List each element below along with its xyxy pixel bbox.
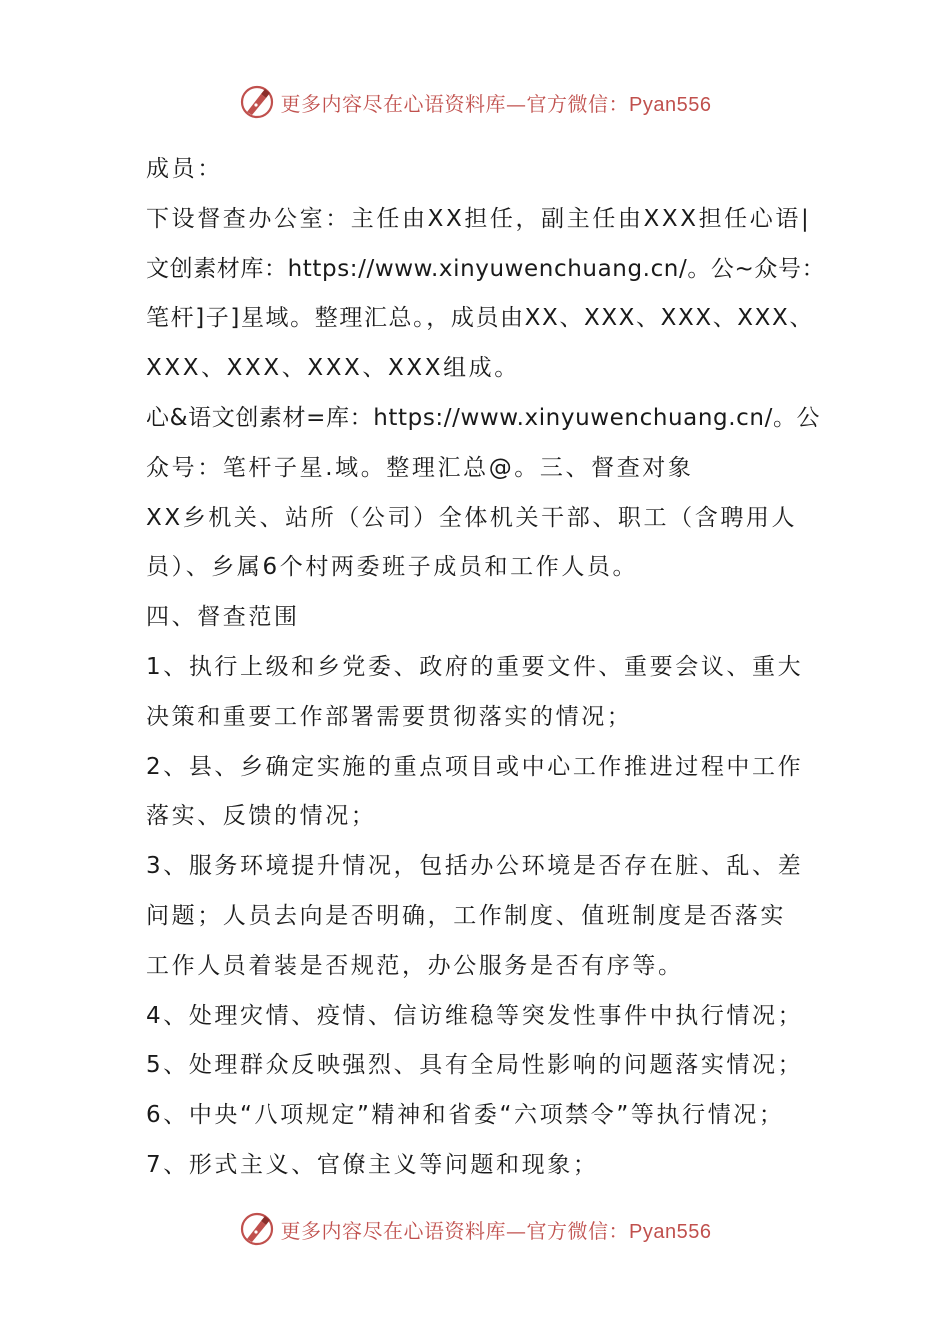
body-line-13: 2、县、乡确定实施的重点项目或中心工作推进过程中工作 — [146, 753, 804, 780]
body-line-8: XX乡机关、站所（公司）全体机关干部、职工（含聘用人 — [146, 504, 798, 531]
document-body — [146, 145, 826, 1191]
pen-nib-logo-icon — [239, 84, 275, 120]
body-line-18: 4、处理灾情、疫情、信访维稳等突发性事件中执行情况； — [146, 1002, 804, 1029]
body-line-7: 众号：笔杆子星.域。整理汇总@。三、督查对象 — [146, 454, 694, 481]
footer-banner-text: 更多内容尽在心语资料库—官方微信：Pyan556 — [280, 1218, 712, 1243]
body-line-9: 员）、乡属6个村两委班子成员和工作人员。 — [146, 554, 639, 581]
body-line-6: 心&语文创素材=库：https://www.xinyuwenchuang.cn/。公 — [146, 404, 821, 431]
header-wechat-id: Pyan556 — [629, 93, 712, 116]
body-line-12: 决策和重要工作部署需要贯彻落实的情况； — [146, 703, 633, 730]
header-banner-text: 更多内容尽在心语资料库—官方微信：Pyan556 — [280, 91, 712, 116]
body-line-17: 工作人员着装是否规范，办公服务是否有序等。 — [146, 952, 684, 979]
footer-banner — [0, 1207, 950, 1251]
body-line-14: 落实、反馈的情况； — [146, 803, 377, 830]
body-line-1: 成员： — [146, 156, 223, 182]
pen-nib-logo-icon — [239, 1211, 275, 1247]
body-line-15: 3、服务环境提升情况，包括办公环境是否存在脏、乱、差 — [146, 853, 804, 880]
body-line-21: 7、形式主义、官僚主义等问题和现象； — [146, 1151, 599, 1178]
body-line-11: 1、执行上级和乡党委、政府的重要文件、重要会议、重大 — [146, 653, 804, 680]
body-line-20: 6、中央“八项规定”精神和省委“六项禁令”等执行情况； — [146, 1102, 785, 1129]
header-banner — [0, 80, 950, 124]
footer-wechat-id: Pyan556 — [629, 1220, 712, 1243]
body-line-5: XXX、XXX、XXX、XXX组成。 — [146, 355, 520, 382]
body-line-19: 5、处理群众反映强烈、具有全局性影响的问题落实情况； — [146, 1052, 804, 1079]
body-line-3: 文创素材库：https://www.xinyuwenchuang.cn/。公~众号： — [146, 255, 826, 282]
body-line-16: 问题；人员去向是否明确，工作制度、值班制度是否落实 — [146, 902, 786, 929]
body-line-2: 下设督查办公室：主任由XX担任，副主任由XXX担任心语| — [146, 205, 812, 232]
body-line-10: 四、督查范围 — [146, 604, 300, 631]
body-line-4: 笔杆]子]星域。整理汇总。，成员由XX、XXX、XXX、XXX、 — [146, 305, 814, 332]
